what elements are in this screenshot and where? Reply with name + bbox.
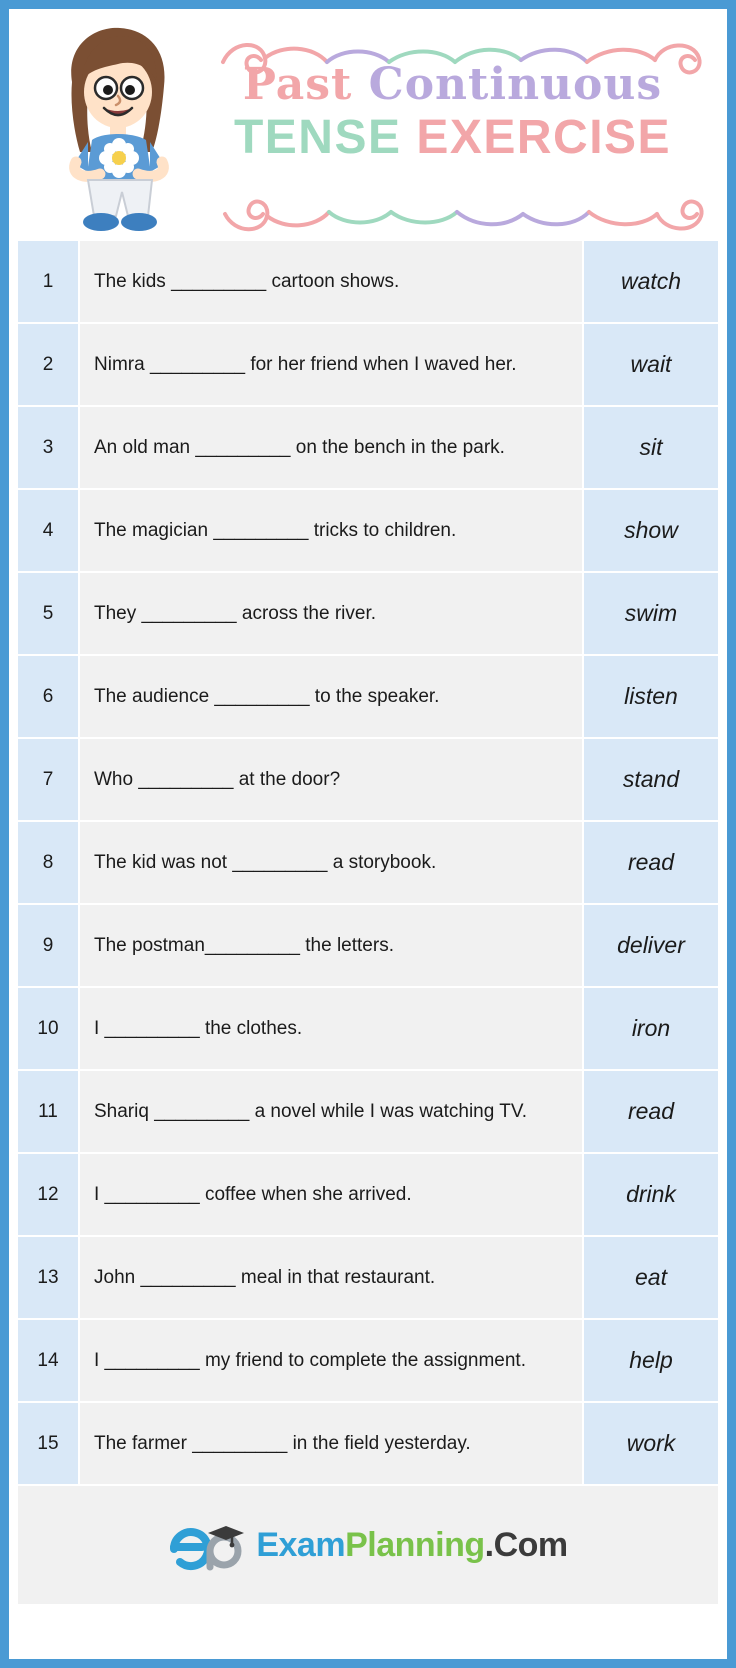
row-sentence: They _________ across the river. <box>80 573 582 654</box>
row-verb: show <box>584 490 718 571</box>
table-row <box>18 1154 718 1235</box>
table-row <box>18 905 718 986</box>
table-row <box>18 573 718 654</box>
row-sentence: I _________ my friend to complete the assignment. <box>80 1320 582 1401</box>
row-verb: stand <box>584 739 718 820</box>
row-number: 11 <box>18 1071 78 1152</box>
row-sentence: Nimra _________ for her friend when I waved her. <box>80 324 582 405</box>
row-number: 13 <box>18 1237 78 1318</box>
row-number: 10 <box>18 988 78 1069</box>
row-verb: drink <box>584 1154 718 1235</box>
decorative-swirl-bottom-icon <box>203 190 718 240</box>
row-sentence: Who _________ at the door? <box>80 739 582 820</box>
row-verb: watch <box>584 241 718 322</box>
table-row <box>18 656 718 737</box>
row-number: 3 <box>18 407 78 488</box>
row-sentence: The kid was not _________ a storybook. <box>80 822 582 903</box>
row-number: 4 <box>18 490 78 571</box>
row-number: 2 <box>18 324 78 405</box>
row-verb: listen <box>584 656 718 737</box>
brand-logo[interactable] <box>168 1519 567 1571</box>
row-verb: wait <box>584 324 718 405</box>
exercise-table <box>18 240 718 1484</box>
row-number: 15 <box>18 1403 78 1484</box>
row-verb: work <box>584 1403 718 1484</box>
row-sentence: The audience _________ to the speaker. <box>80 656 582 737</box>
row-verb: help <box>584 1320 718 1401</box>
row-number: 8 <box>18 822 78 903</box>
row-sentence: John _________ meal in that restaurant. <box>80 1237 582 1318</box>
row-sentence: I _________ the clothes. <box>80 988 582 1069</box>
title-word-past: Past <box>242 59 353 110</box>
row-number: 7 <box>18 739 78 820</box>
brand-planning: Planning <box>345 1525 485 1564</box>
table-row <box>18 1071 718 1152</box>
brand-exam: Exam <box>256 1525 346 1564</box>
exam-planning-logo-icon <box>168 1519 246 1571</box>
row-number: 5 <box>18 573 78 654</box>
title-word-exercise: EXERCISE <box>416 111 672 165</box>
row-sentence: The kids _________ cartoon shows. <box>80 241 582 322</box>
row-sentence: The postman_________ the letters. <box>80 905 582 986</box>
row-verb: read <box>584 1071 718 1152</box>
table-row <box>18 1237 718 1318</box>
girl-illustration-icon <box>44 24 194 239</box>
row-sentence: The farmer _________ in the field yesterday. <box>80 1403 582 1484</box>
brand-text <box>256 1526 567 1565</box>
row-number: 9 <box>18 905 78 986</box>
title-word-tense: TENSE <box>233 111 402 165</box>
table-row <box>18 490 718 571</box>
row-number: 12 <box>18 1154 78 1235</box>
row-number: 1 <box>18 241 78 322</box>
table-row <box>18 241 718 322</box>
row-verb: swim <box>584 573 718 654</box>
title-word-continuous: Continuous <box>368 59 663 110</box>
table-row <box>18 822 718 903</box>
row-verb: sit <box>584 407 718 488</box>
table-row <box>18 1320 718 1401</box>
row-verb: read <box>584 822 718 903</box>
title-line-2 <box>193 112 712 165</box>
table-row <box>18 1403 718 1484</box>
worksheet-title-block <box>193 28 712 165</box>
worksheet-header <box>18 18 718 240</box>
row-number: 14 <box>18 1320 78 1401</box>
worksheet-inner <box>18 18 718 1650</box>
row-sentence: The magician _________ tricks to children. <box>80 490 582 571</box>
row-number: 6 <box>18 656 78 737</box>
title-line-1 <box>193 59 712 110</box>
row-sentence: An old man _________ on the bench in the park. <box>80 407 582 488</box>
worksheet-footer <box>18 1486 718 1604</box>
table-row <box>18 407 718 488</box>
row-verb: iron <box>584 988 718 1069</box>
table-row <box>18 324 718 405</box>
row-sentence: Shariq _________ a novel while I was watching TV. <box>80 1071 582 1152</box>
table-row <box>18 739 718 820</box>
brand-com: .Com <box>484 1525 568 1564</box>
row-sentence: I _________ coffee when she arrived. <box>80 1154 582 1235</box>
table-row <box>18 988 718 1069</box>
row-verb: eat <box>584 1237 718 1318</box>
row-verb: deliver <box>584 905 718 986</box>
